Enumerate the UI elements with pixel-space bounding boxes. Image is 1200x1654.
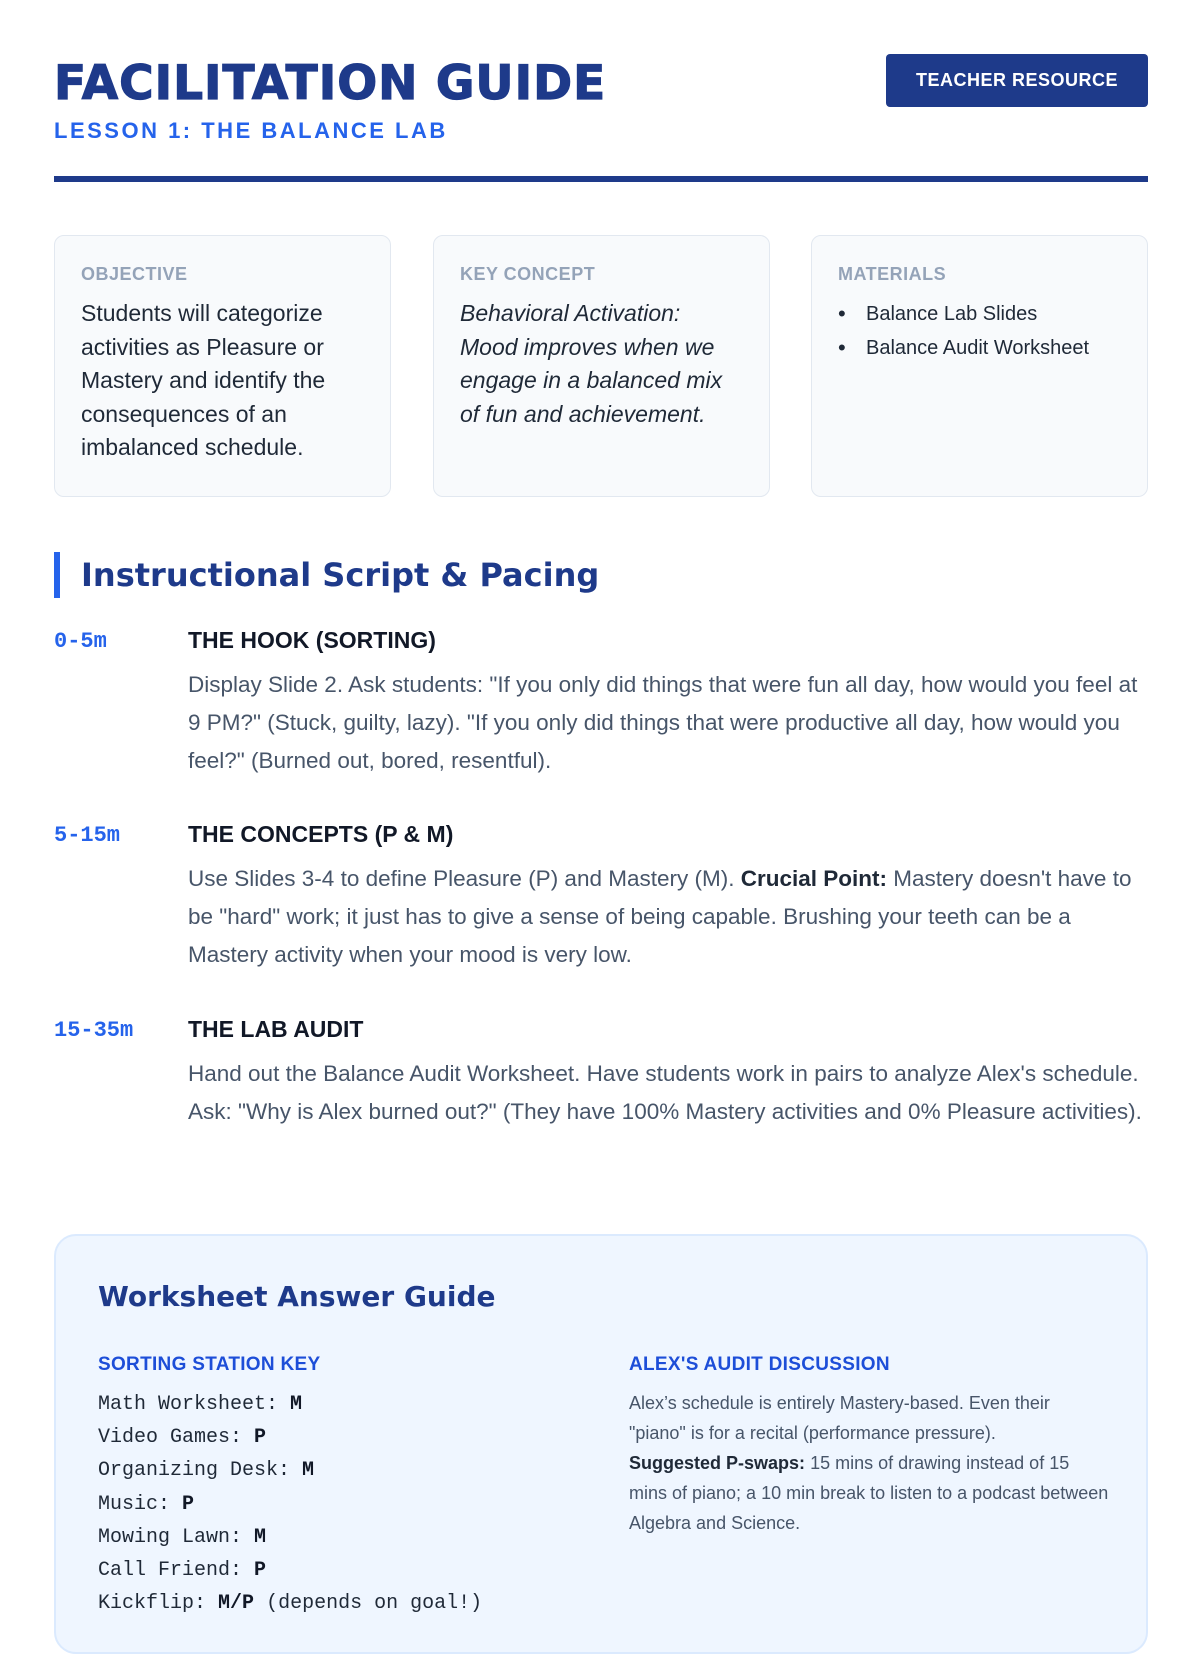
step-body	[188, 821, 1148, 974]
materials-card	[811, 235, 1148, 497]
objective-text: Students will categorize activities as Pleasure or Mastery and identify the consequences of an imbalanced schedule.	[81, 300, 326, 460]
step-text: Display Slide 2. Ask students: "If you only did things that were fun all day, how would you feel at 9 PM?" (Stuck, guilty, lazy). "If you only did things that were productive all day, how would you feel?" (Burned out, bored, resentful).	[188, 672, 1138, 773]
key-concept-text: Behavioral Activation: Mood improves when we engage in a balanced mix of fun and achievement.	[460, 300, 723, 427]
step-body	[188, 627, 1148, 780]
discussion-text: Alex’s schedule is entirely Mastery-based. Even their "piano" is for a recital (performance pressure). Suggested P-swaps: 15 mins of drawing instead of 15 mins of piano; a 10 min break to listen to a podcast between Algebra and Science.	[629, 1393, 1109, 1533]
step-text-part: Use Slides 3-4 to define Pleasure (P) and Mastery (M).	[188, 866, 735, 891]
step-text: Hand out the Balance Audit Worksheet. Have students work in pairs to analyze Alex's schedule. Ask: "Why is Alex burned out?" (They have 100% Mastery activities and 0% Pleasure activities).	[188, 1061, 1142, 1124]
step-time: 15-35m	[54, 1018, 134, 1043]
objective-label: OBJECTIVE	[81, 264, 188, 284]
page-header	[54, 54, 1148, 182]
script-section-heading	[54, 552, 599, 598]
objective-card	[54, 235, 391, 497]
sorting-key-item: Math Worksheet: M	[98, 1393, 303, 1416]
sorting-key-item: Organizing Desk: M	[98, 1459, 315, 1483]
step-title: THE HOOK (SORTING)	[188, 627, 436, 653]
materials-list	[838, 297, 1121, 365]
discussion-column	[629, 1354, 1109, 1538]
sorting-key-item: Music: P	[98, 1492, 195, 1516]
step-title: THE CONCEPTS (P & M)	[188, 821, 454, 847]
materials-item: • Balance Audit Worksheet	[838, 331, 1121, 365]
sorting-key-heading: SORTING STATION KEY	[98, 1354, 321, 1375]
p-swaps-label: Suggested P-swaps:	[629, 1453, 806, 1473]
sorting-key-column	[98, 1354, 578, 1620]
step-time: 5-15m	[54, 823, 121, 848]
sorting-key-item: Kickflip: M/P (depends on goal!)	[98, 1592, 483, 1616]
key-concept-card	[433, 235, 770, 497]
page-title: FACILITATION GUIDE	[54, 56, 607, 111]
answer-guide-heading: Worksheet Answer Guide	[98, 1280, 496, 1313]
teacher-resource-badge: TEACHER RESOURCE	[886, 54, 1148, 107]
step-title: THE LAB AUDIT	[188, 1016, 364, 1042]
script-heading-text: Instructional Script & Pacing	[81, 556, 600, 594]
answer-guide-panel	[54, 1234, 1148, 1654]
crucial-point-label: Crucial Point:	[740, 866, 888, 891]
discussion-heading: ALEX'S AUDIT DISCUSSION	[629, 1354, 890, 1375]
materials-label: MATERIALS	[838, 264, 947, 284]
sorting-key-list	[98, 1388, 578, 1620]
sorting-key-item: Call Friend: P	[98, 1559, 267, 1583]
sorting-key-item: Mowing Lawn: M	[98, 1525, 267, 1549]
lesson-subtitle: LESSON 1: THE BALANCE LAB	[54, 118, 448, 143]
step-body	[188, 1016, 1148, 1131]
key-concept-label: KEY CONCEPT	[460, 264, 596, 284]
step-time: 0-5m	[54, 629, 107, 654]
step-text	[188, 860, 1148, 974]
sorting-key-item: Video Games: P	[98, 1426, 267, 1450]
step-text-part: Mastery doesn't have to be "hard" work; it just has to give a sense of being capable. Brushing your teeth can be a Mastery activity when your mood is very low.	[188, 866, 1132, 967]
materials-item: • Balance Lab Slides	[838, 297, 1121, 331]
